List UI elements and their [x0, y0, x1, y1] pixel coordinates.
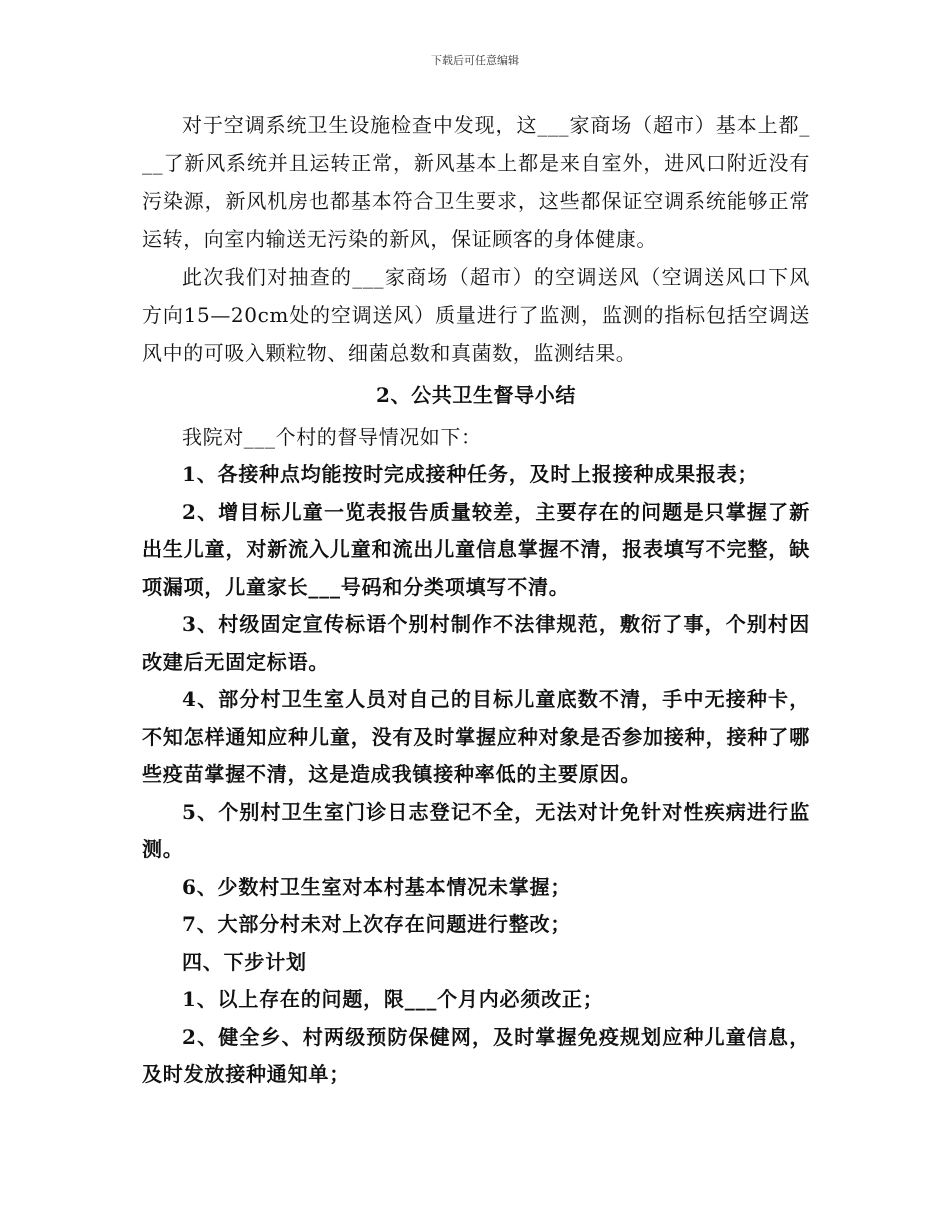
plan-heading: 四、下步计划 — [182, 949, 307, 974]
document-body — [142, 106, 810, 1094]
list-item: 2、增目标儿童一览表报告质量较差，主要存在的问题是只掌握了新出生儿童，对新流入儿童和流出儿童信息掌握不清，报表填写不完整，缺项漏项，儿童家长___号码和分类项填写不清。 — [142, 499, 810, 599]
list-item: 7、大部分村未对上次存在问题进行整改； — [182, 912, 572, 936]
plan-item: 2、健全乡、村两级预防保健网，及时掌握免疫规划应种儿童信息，及时发放接种通知单； — [142, 1024, 810, 1086]
list-item: 6、少数村卫生室对本村基本情况未掌握； — [182, 874, 572, 899]
plan-item: 1、以上存在的问题，限___个月内必须改正； — [182, 987, 604, 1011]
list-item: 5、个别村卫生室门诊日志登记不全，无法对计免针对性疾病进行监测。 — [142, 799, 810, 861]
section-title: 2、公共卫生督导小结 — [376, 383, 576, 407]
list-item: 1、各接种点均能按时完成接种任务，及时上报接种成果报表； — [182, 462, 759, 486]
list-item: 4、部分村卫生室人员对自己的目标儿童底数不清，手中无接种卡，不知怎样通知应种儿童，没有及时掌握应种对象是否参加接种，接种了哪些疫苗掌握不清，这是造成我镇接种率低的主要原因。 — [142, 687, 810, 786]
page-header: 下载后可任意编辑 — [431, 54, 519, 67]
paragraph-air-conditioning-inspection: 对于空调系统卫生设施检查中发现，这___家商场（超市）基本上都___了新风系统并且运转正常，新风基本上都是来自室外，进风口附近没有污染源，新风机房也都基本符合卫生要求，这些都保证空调系统能够正常运转，向室内输送无污染的新风，保证顾客的身体健康。 — [142, 113, 810, 251]
paragraph-air-supply-monitoring: 此次我们对抽查的___家商场（超市）的空调送风（空调送风口下风方向15—20cm处的空调送风）质量进行了监测，监测的指标包括空调送风中的可吸入颗粒物、细菌总数和真菌数，监测结果。 — [142, 265, 810, 365]
list-item: 3、村级固定宣传标语个别村制作不法律规范，敷衍了事，个别村因改建后无固定标语。 — [142, 612, 810, 674]
paragraph-lead: 我院对___个村的督导情况如下： — [182, 425, 482, 449]
